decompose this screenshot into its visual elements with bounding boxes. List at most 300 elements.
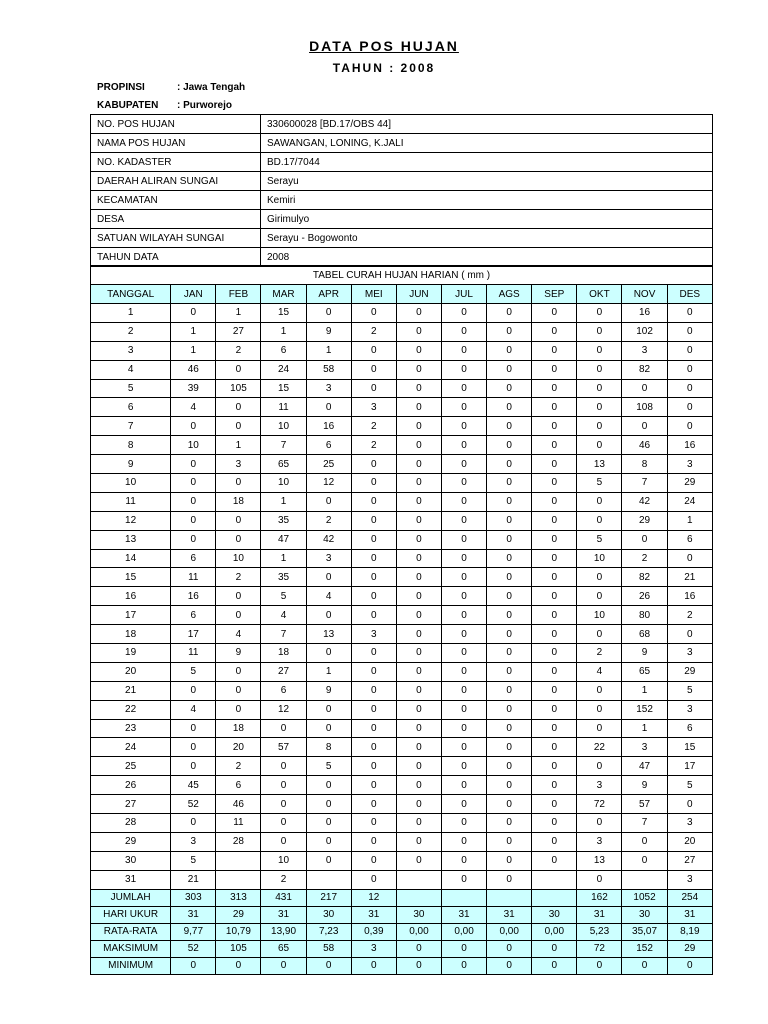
table-cell: JUN [396, 285, 441, 304]
table-cell: 6 [261, 341, 306, 360]
row-label: 24 [91, 738, 171, 757]
table-cell: 102 [622, 322, 667, 341]
table-cell: 52 [171, 795, 216, 814]
table-cell: 0 [306, 398, 351, 417]
table-cell: 0 [532, 776, 577, 795]
summary-row [91, 940, 713, 957]
table-cell: 0 [532, 417, 577, 436]
table-cell: 12 [306, 474, 351, 493]
table-cell: 0 [532, 360, 577, 379]
table-cell: 22 [577, 738, 622, 757]
table-cell: 0 [532, 795, 577, 814]
table-cell: 4 [577, 662, 622, 681]
table-cell: 0 [396, 738, 441, 757]
table-row [91, 511, 713, 530]
table-cell: 21 [667, 568, 712, 587]
table-cell: 0 [532, 757, 577, 776]
table-cell: 28 [216, 832, 261, 851]
table-cell: 0 [351, 851, 396, 870]
table-row [91, 549, 713, 568]
table-cell: 0 [487, 719, 532, 738]
table-cell: 0 [396, 436, 441, 455]
table-cell: 3 [622, 738, 667, 757]
table-cell: 105 [216, 379, 261, 398]
table-cell: 39 [171, 379, 216, 398]
table-cell: 2 [216, 757, 261, 776]
info-row [91, 172, 713, 191]
table-cell: 0 [306, 700, 351, 719]
table-cell: 0 [351, 587, 396, 606]
table-cell [532, 889, 577, 906]
table-cell: 52 [171, 940, 216, 957]
table-cell: 0 [577, 511, 622, 530]
table-cell: 58 [306, 940, 351, 957]
table-cell: 0 [441, 436, 486, 455]
table-cell: 0 [577, 417, 622, 436]
table-cell: 65 [261, 940, 306, 957]
table-cell: 8 [622, 455, 667, 474]
table-row [91, 341, 713, 360]
table-cell: 0 [441, 341, 486, 360]
table-cell: MEI [351, 285, 396, 304]
info-value: SAWANGAN, LONING, K.JALI [261, 134, 713, 153]
table-cell: 0 [441, 681, 486, 700]
table-cell: 5 [171, 851, 216, 870]
table-cell: 0 [441, 776, 486, 795]
table-cell: 0 [216, 530, 261, 549]
table-cell: 0 [441, 379, 486, 398]
table-cell: 35,07 [622, 923, 667, 940]
table-cell: 0 [396, 341, 441, 360]
table-cell: 0 [532, 530, 577, 549]
table-cell: 0 [351, 719, 396, 738]
table-cell: 0 [487, 587, 532, 606]
table-row [91, 625, 713, 644]
table-cell: 6 [216, 776, 261, 795]
table-cell: 0 [441, 549, 486, 568]
table-cell: 0 [441, 757, 486, 776]
table-cell: SEP [532, 285, 577, 304]
table-cell: 3 [351, 625, 396, 644]
row-label: 10 [91, 474, 171, 493]
table-cell: 3 [171, 832, 216, 851]
row-label: 5 [91, 379, 171, 398]
table-cell: 15 [261, 304, 306, 323]
table-cell: 0 [577, 757, 622, 776]
table-cell: 0 [667, 625, 712, 644]
table-cell: 0 [441, 492, 486, 511]
table-cell: 0 [306, 795, 351, 814]
row-label: TANGGAL [91, 285, 171, 304]
table-cell: 0 [396, 940, 441, 957]
table-cell: 0 [577, 436, 622, 455]
table-cell: 1 [171, 341, 216, 360]
table-cell: 4 [171, 700, 216, 719]
table-cell: 3 [351, 398, 396, 417]
table-row [91, 681, 713, 700]
table-cell: 0 [441, 662, 486, 681]
table-cell: 29 [622, 511, 667, 530]
table-cell: 2 [216, 568, 261, 587]
table-cell: 20 [667, 832, 712, 851]
table-cell: 0 [306, 851, 351, 870]
table-cell [441, 889, 486, 906]
table-cell: 2 [306, 511, 351, 530]
table-cell: 0 [396, 322, 441, 341]
table-row [91, 719, 713, 738]
row-label: MINIMUM [91, 957, 171, 974]
table-cell: 0 [441, 474, 486, 493]
table-cell: 0 [667, 322, 712, 341]
row-label: 31 [91, 870, 171, 889]
table-cell: 0 [532, 644, 577, 663]
row-label: 20 [91, 662, 171, 681]
table-row [91, 304, 713, 323]
table-cell: 0 [216, 511, 261, 530]
row-label: 30 [91, 851, 171, 870]
table-cell: 80 [622, 606, 667, 625]
table-cell: 0 [351, 644, 396, 663]
table-cell: 10 [216, 549, 261, 568]
table-cell: 0 [487, 474, 532, 493]
table-cell: 0 [532, 625, 577, 644]
table-cell: 7 [261, 625, 306, 644]
table-row [91, 568, 713, 587]
table-cell: 31 [577, 906, 622, 923]
table-cell: 72 [577, 795, 622, 814]
table-cell: 9,77 [171, 923, 216, 940]
table-row [91, 398, 713, 417]
table-cell: 0 [532, 738, 577, 757]
table-cell: 0 [396, 492, 441, 511]
table-cell: 42 [622, 492, 667, 511]
table-cell: 3 [667, 644, 712, 663]
table-row [91, 436, 713, 455]
table-cell: NOV [622, 285, 667, 304]
info-label: DAERAH ALIRAN SUNGAI [91, 172, 261, 191]
table-cell: 17 [667, 757, 712, 776]
table-cell: 0 [441, 511, 486, 530]
table-cell: 31 [261, 906, 306, 923]
table-cell: 0 [396, 360, 441, 379]
column-header-row [91, 285, 713, 304]
table-cell: 0 [261, 814, 306, 833]
table-cell: 0 [351, 304, 396, 323]
table-cell: 46 [171, 360, 216, 379]
table-cell: 0 [171, 738, 216, 757]
table-cell: 0 [487, 322, 532, 341]
table-cell: 0 [667, 549, 712, 568]
table-cell: 0 [216, 587, 261, 606]
table-row [91, 606, 713, 625]
table-cell: 0 [441, 606, 486, 625]
row-label: 17 [91, 606, 171, 625]
row-label: 19 [91, 644, 171, 663]
table-cell: 7,23 [306, 923, 351, 940]
table-cell: 16 [306, 417, 351, 436]
table-cell: 0 [261, 719, 306, 738]
row-label: 12 [91, 511, 171, 530]
table-cell: 2 [622, 549, 667, 568]
table-row [91, 379, 713, 398]
table-cell: 0 [487, 530, 532, 549]
table-cell: 105 [216, 940, 261, 957]
table-cell: 6 [306, 436, 351, 455]
table-cell: 0 [487, 776, 532, 795]
table-cell: APR [306, 285, 351, 304]
table-cell: 0 [487, 870, 532, 889]
table-cell: 0 [396, 511, 441, 530]
table-cell: 0 [351, 568, 396, 587]
table-cell: 0 [667, 417, 712, 436]
table-cell: 3 [216, 455, 261, 474]
row-label: 15 [91, 568, 171, 587]
row-label: 11 [91, 492, 171, 511]
table-cell: 0 [577, 322, 622, 341]
table-cell: 0 [532, 304, 577, 323]
table-cell: 3 [667, 814, 712, 833]
table-cell: 0 [577, 814, 622, 833]
table-cell: 0 [532, 814, 577, 833]
table-cell: 0 [532, 957, 577, 974]
table-cell: 0 [351, 738, 396, 757]
table-cell: 0 [351, 795, 396, 814]
table-cell: 0 [532, 322, 577, 341]
table-cell: 3 [351, 940, 396, 957]
table-cell: 152 [622, 940, 667, 957]
row-label: 7 [91, 417, 171, 436]
table-cell: 0 [216, 957, 261, 974]
table-cell: 35 [261, 568, 306, 587]
table-cell: 5 [261, 587, 306, 606]
table-cell: 0 [487, 398, 532, 417]
table-cell: 0 [351, 549, 396, 568]
table-cell: 21 [171, 870, 216, 889]
table-cell: 57 [622, 795, 667, 814]
table-cell: 1 [622, 681, 667, 700]
table-cell: 0 [441, 360, 486, 379]
table-cell: 0 [487, 832, 532, 851]
table-row [91, 530, 713, 549]
table-cell: 0 [532, 832, 577, 851]
table-cell: 4 [261, 606, 306, 625]
table-cell: OKT [577, 285, 622, 304]
table-cell: 0 [171, 814, 216, 833]
table-cell: 11 [171, 568, 216, 587]
table-cell: 16 [622, 304, 667, 323]
table-cell: 0 [306, 719, 351, 738]
table-cell: 303 [171, 889, 216, 906]
table-cell: 0 [532, 549, 577, 568]
table-cell: 0 [171, 757, 216, 776]
table-cell: 0,00 [396, 923, 441, 940]
table-cell: 10 [261, 417, 306, 436]
table-cell: 0 [171, 492, 216, 511]
table-cell: 0 [396, 662, 441, 681]
table-row [91, 322, 713, 341]
table-cell: 0 [532, 662, 577, 681]
table-cell: 0 [441, 719, 486, 738]
table-cell: 0 [487, 606, 532, 625]
info-row [91, 153, 713, 172]
info-label: NO. POS HUJAN [91, 115, 261, 134]
table-cell: 0 [577, 625, 622, 644]
table-cell: 0 [306, 832, 351, 851]
table-cell: 2 [351, 436, 396, 455]
table-cell: 0 [487, 511, 532, 530]
table-cell: 68 [622, 625, 667, 644]
kabupaten-value: : Purworejo [177, 100, 233, 111]
row-label: 21 [91, 681, 171, 700]
table-cell: 0 [171, 530, 216, 549]
table-cell: 0 [622, 379, 667, 398]
table-cell: 0 [306, 814, 351, 833]
table-cell: 13 [306, 625, 351, 644]
table-cell: 0 [577, 719, 622, 738]
table-cell: 0,00 [487, 923, 532, 940]
table-cell: 162 [577, 889, 622, 906]
table-cell: 0 [532, 719, 577, 738]
table-cell [487, 889, 532, 906]
row-label: 23 [91, 719, 171, 738]
table-cell: 46 [622, 436, 667, 455]
table-cell: 0 [441, 625, 486, 644]
table-cell: 0 [532, 940, 577, 957]
table-cell: 0 [171, 511, 216, 530]
table-cell: 27 [667, 851, 712, 870]
table-cell: 0 [441, 322, 486, 341]
table-cell: 0 [532, 398, 577, 417]
row-label: 8 [91, 436, 171, 455]
table-cell: 0 [306, 568, 351, 587]
table-cell: 2 [216, 341, 261, 360]
table-cell: 0 [532, 587, 577, 606]
table-cell: 12 [261, 700, 306, 719]
table-cell: 5 [577, 474, 622, 493]
table-cell: 0 [441, 644, 486, 663]
table-cell: 42 [306, 530, 351, 549]
table-cell: 0 [441, 304, 486, 323]
table-cell: 0 [261, 757, 306, 776]
table-cell: 0 [216, 360, 261, 379]
table-cell: 0 [577, 360, 622, 379]
table-row [91, 851, 713, 870]
table-cell: 0 [396, 304, 441, 323]
table-cell: 46 [216, 795, 261, 814]
table-cell: 0 [396, 814, 441, 833]
table-cell [532, 870, 577, 889]
table-cell: 0 [532, 492, 577, 511]
table-cell: 0 [396, 957, 441, 974]
row-label: 3 [91, 341, 171, 360]
table-cell: 47 [622, 757, 667, 776]
table-cell: 57 [261, 738, 306, 757]
table-cell: 0 [532, 511, 577, 530]
table-row [91, 662, 713, 681]
info-value: Serayu - Bogowonto [261, 229, 713, 248]
table-cell: 9 [622, 776, 667, 795]
table-cell: 0 [396, 549, 441, 568]
table-cell: 0 [306, 957, 351, 974]
row-label: JUMLAH [91, 889, 171, 906]
table-cell: 0 [171, 957, 216, 974]
table-cell: 16 [667, 436, 712, 455]
table-cell: 31 [667, 906, 712, 923]
table-row [91, 492, 713, 511]
kabupaten-label: KABUPATEN [97, 100, 159, 111]
table-cell: 45 [171, 776, 216, 795]
table-cell: 0 [351, 776, 396, 795]
row-label: 22 [91, 700, 171, 719]
table-cell: 3 [306, 379, 351, 398]
table-cell: 10 [261, 474, 306, 493]
table-cell: 4 [306, 587, 351, 606]
table-cell: 31 [171, 906, 216, 923]
table-cell: 31 [487, 906, 532, 923]
table-cell: 11 [216, 814, 261, 833]
table-cell: 3 [667, 700, 712, 719]
row-label: 28 [91, 814, 171, 833]
info-value: Girimulyo [261, 210, 713, 229]
table-cell: 0 [396, 625, 441, 644]
table-cell: 0 [487, 549, 532, 568]
table-cell: 0 [351, 957, 396, 974]
table-cell: 27 [216, 322, 261, 341]
table-cell: 1 [261, 492, 306, 511]
table-row [91, 832, 713, 851]
table-cell: 0 [306, 606, 351, 625]
propinsi-line [97, 82, 245, 93]
kabupaten-line [97, 100, 232, 111]
table-cell: 0 [351, 511, 396, 530]
table-cell: 0 [487, 795, 532, 814]
info-value: BD.17/7044 [261, 153, 713, 172]
table-cell: 0 [216, 606, 261, 625]
table-cell: 0 [487, 957, 532, 974]
table-cell: 6 [667, 719, 712, 738]
table-cell: 0 [577, 957, 622, 974]
table-cell: 11 [171, 644, 216, 663]
table-cell: 35 [261, 511, 306, 530]
table-row [91, 417, 713, 436]
row-label: 27 [91, 795, 171, 814]
table-cell: 313 [216, 889, 261, 906]
table-cell: 217 [306, 889, 351, 906]
table-cell: 0 [306, 492, 351, 511]
table-row [91, 757, 713, 776]
info-value: Kemiri [261, 191, 713, 210]
table-cell: 1 [667, 511, 712, 530]
table-cell: 0,00 [532, 923, 577, 940]
table-cell: 0 [667, 795, 712, 814]
table-cell: 6 [171, 549, 216, 568]
table-cell: 0 [396, 719, 441, 738]
table-cell: 29 [667, 474, 712, 493]
table-cell: 0 [577, 304, 622, 323]
table-cell: 2 [667, 606, 712, 625]
table-cell: 0 [396, 644, 441, 663]
table-cell: 5,23 [577, 923, 622, 940]
table-cell: 17 [171, 625, 216, 644]
table-cell: 18 [216, 719, 261, 738]
info-label: DESA [91, 210, 261, 229]
table-cell: 15 [667, 738, 712, 757]
info-row [91, 210, 713, 229]
table-cell: 0 [351, 681, 396, 700]
table-cell: 0 [487, 417, 532, 436]
table-cell: 0 [441, 795, 486, 814]
table-cell: 18 [216, 492, 261, 511]
